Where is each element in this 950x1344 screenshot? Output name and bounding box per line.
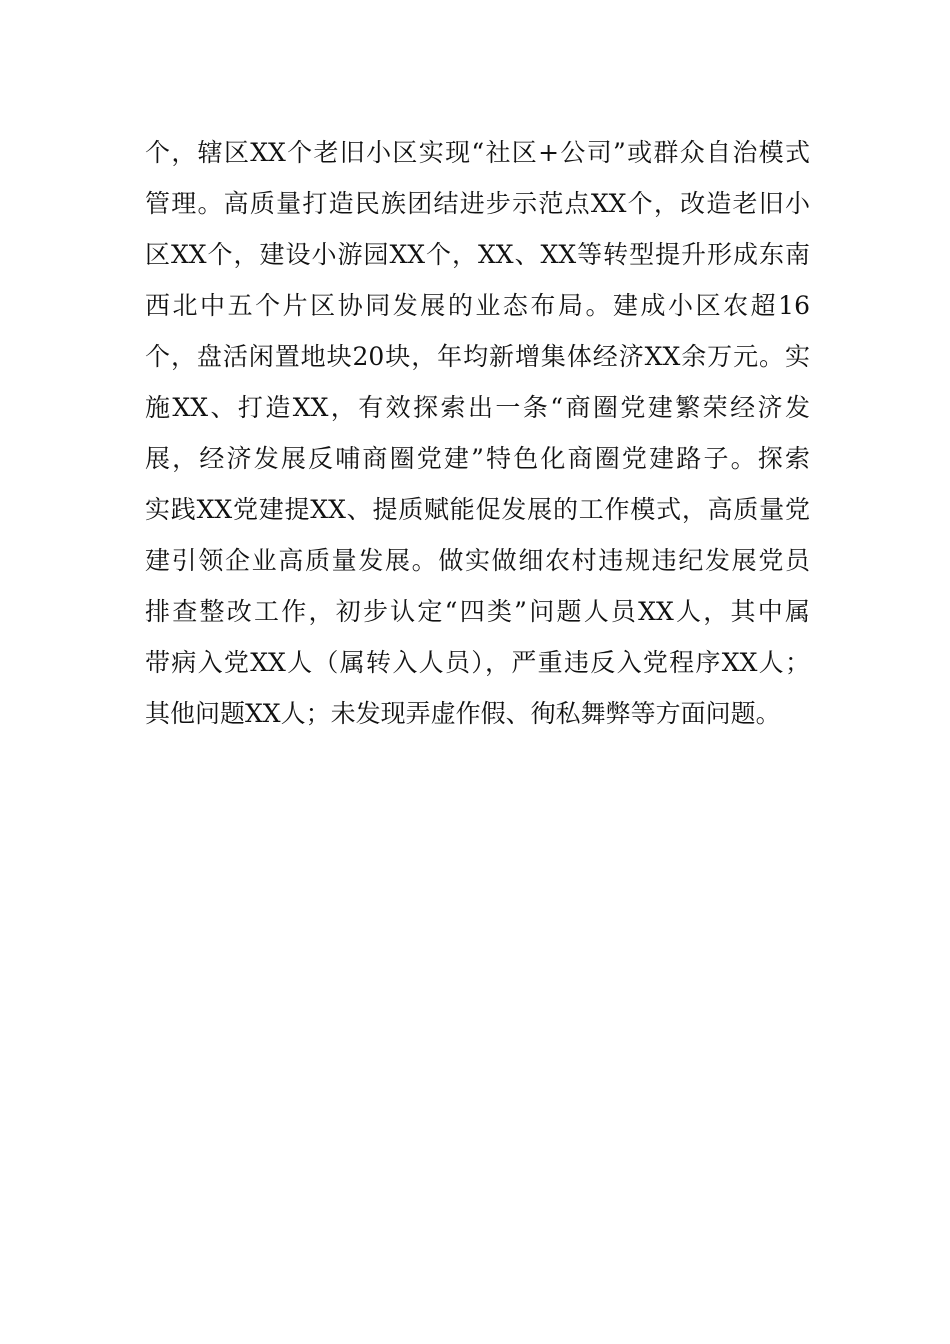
- text-line: 带病入党XX人（属转入人员），严重违反入党程序XX人；: [145, 648, 810, 677]
- text-line: 西北中五个片区协同发展的业态布局。建成小区农超16: [145, 291, 810, 320]
- text-line: 管理。高质量打造民族团结进步示范点XX个，改造老旧小: [145, 189, 810, 218]
- text-line: 个，盘活闲置地块20块，年均新增集体经济XX余万元。实: [145, 342, 810, 371]
- text-line: 排查整改工作，初步认定“四类”问题人员XX人，其中属: [145, 597, 810, 626]
- text-line: 施XX、打造XX，有效探索出一条“商圈党建繁荣经济发: [145, 393, 810, 422]
- text-line: 个，辖区XX个老旧小区实现“社区+公司”或群众自治模式: [145, 138, 810, 167]
- text-line: 实践XX党建提XX、提质赋能促发展的工作模式，高质量党: [145, 495, 810, 524]
- text-line: 展，经济发展反哺商圈党建”特色化商圈党建路子。探索: [145, 444, 810, 473]
- text-line: 区XX个，建设小游园XX个，XX、XX等转型提升形成东南: [145, 240, 810, 269]
- body-paragraph: [145, 133, 810, 745]
- text-line-last: 其他问题XX人；未发现弄虚作假、徇私舞弊等方面问题。: [145, 699, 781, 728]
- text-line: 建引领企业高质量发展。做实做细农村违规违纪发展党员: [145, 546, 810, 575]
